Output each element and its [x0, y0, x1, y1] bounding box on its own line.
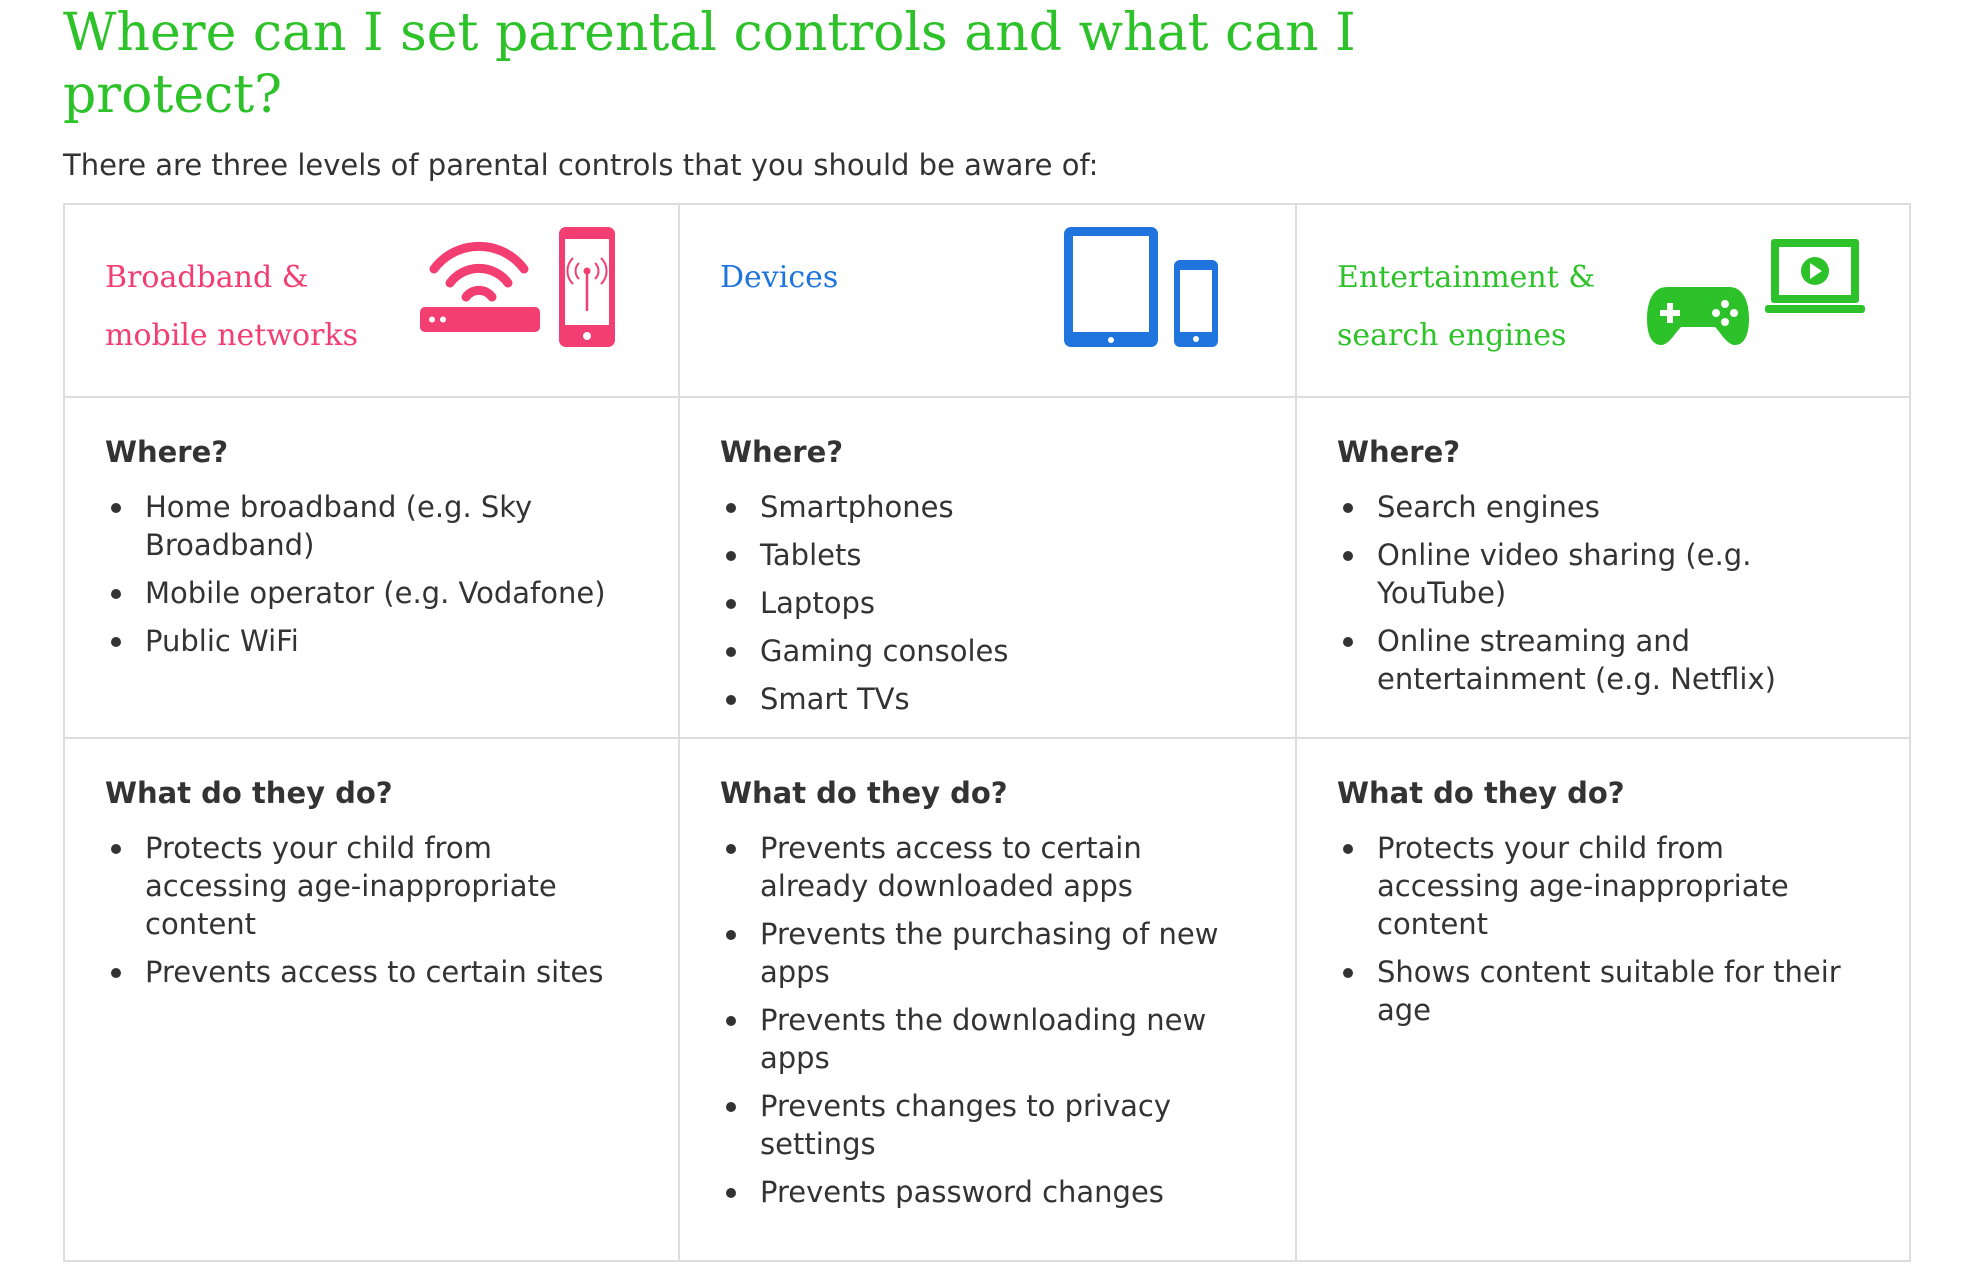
- wifi-router-icon: [420, 227, 540, 332]
- list-item: Home broadband (e.g. Sky Broadband): [105, 488, 638, 564]
- where-broadband: [65, 398, 680, 739]
- list-item: Online video sharing (e.g. YouTube): [1337, 536, 1869, 612]
- list-item: Shows content suitable for their age: [1337, 953, 1869, 1029]
- what-devices: [680, 739, 1297, 1260]
- mobile-signal-icon: [557, 225, 617, 349]
- header-broadband: [65, 205, 680, 398]
- what-list-broadband: [105, 829, 638, 991]
- where-heading: Where?: [720, 435, 844, 469]
- header-entertainment: [1297, 205, 1909, 398]
- where-devices: [680, 398, 1297, 739]
- list-item: Prevents the purchasing of new apps: [720, 915, 1255, 991]
- parental-controls-table: [63, 203, 1911, 1262]
- header-devices: [680, 205, 1297, 398]
- list-item: Prevents access to certain already downloaded apps: [720, 829, 1255, 905]
- what-heading: What do they do?: [105, 776, 393, 810]
- list-item: Mobile operator (e.g. Vodafone): [105, 574, 638, 612]
- list-item: Tablets: [720, 536, 1255, 574]
- list-item: Protects your child from accessing age-inappropriate content: [105, 829, 638, 943]
- list-item: Smart TVs: [720, 680, 1255, 718]
- what-list-entertainment: [1337, 829, 1869, 1029]
- list-item: Gaming consoles: [720, 632, 1255, 670]
- intro-text: There are three levels of parental controls that you should be aware of:: [63, 148, 1099, 182]
- where-list-devices: [720, 488, 1255, 718]
- list-item: Protects your child from accessing age-inappropriate content: [1337, 829, 1869, 943]
- where-list-broadband: [105, 488, 638, 660]
- category-title-entertainment: Entertainment & search engines: [1337, 260, 1596, 353]
- smartphone-icon: [1172, 258, 1220, 349]
- list-item: Smartphones: [720, 488, 1255, 526]
- laptop-video-icon: [1765, 235, 1865, 317]
- list-item: Search engines: [1337, 488, 1869, 526]
- game-controller-icon: [1645, 283, 1751, 347]
- list-item: Prevents password changes: [720, 1173, 1255, 1211]
- list-item: Laptops: [720, 584, 1255, 622]
- where-entertainment: [1297, 398, 1909, 739]
- tablet-icon: [1062, 225, 1160, 349]
- what-heading: What do they do?: [1337, 776, 1625, 810]
- category-title-broadband: Broadband & mobile networks: [105, 260, 358, 353]
- where-heading: Where?: [1337, 435, 1461, 469]
- what-entertainment: [1297, 739, 1909, 1260]
- page-title: Where can I set parental controls and what can I protect?: [63, 3, 1356, 125]
- what-broadband: [65, 739, 680, 1260]
- where-list-entertainment: [1337, 488, 1869, 698]
- where-heading: Where?: [105, 435, 229, 469]
- what-heading: What do they do?: [720, 776, 1008, 810]
- what-list-devices: [720, 829, 1255, 1211]
- list-item: Public WiFi: [105, 622, 638, 660]
- list-item: Online streaming and entertainment (e.g. Netflix): [1337, 622, 1869, 698]
- list-item: Prevents access to certain sites: [105, 953, 638, 991]
- list-item: Prevents the downloading new apps: [720, 1001, 1255, 1077]
- category-title-devices: Devices: [720, 260, 839, 295]
- list-item: Prevents changes to privacy settings: [720, 1087, 1255, 1163]
